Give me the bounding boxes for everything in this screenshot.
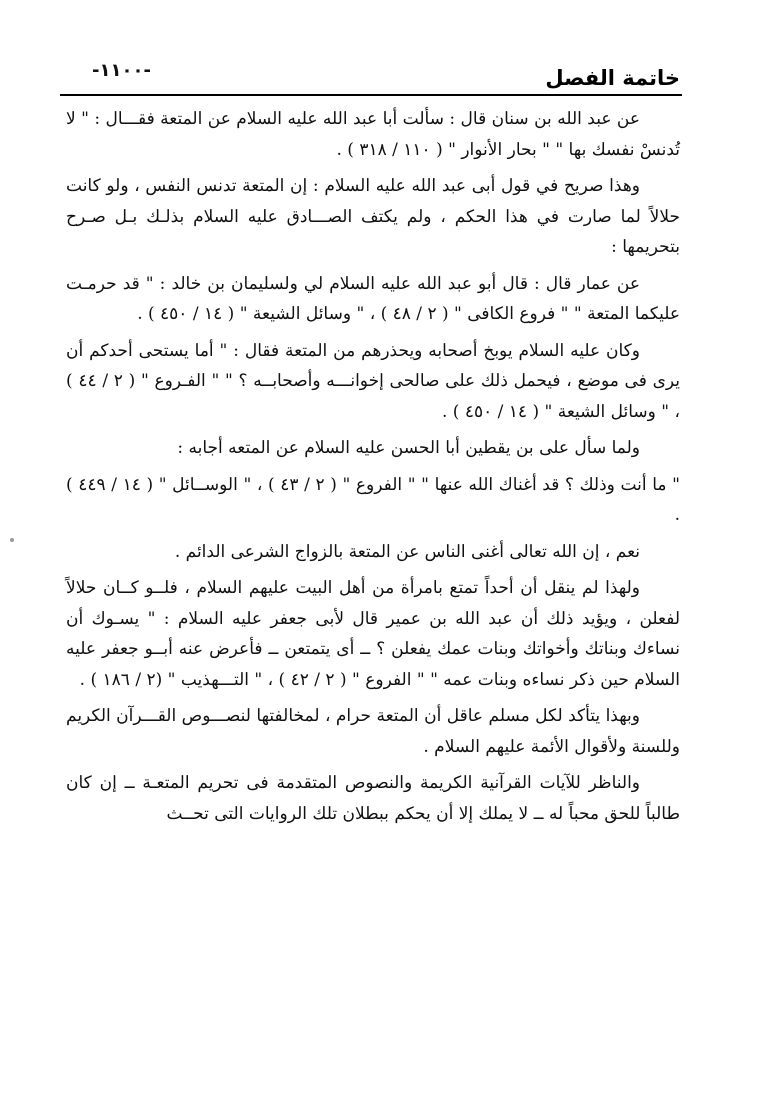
header-divider [60,94,682,96]
paragraph-10: والناظر للآيات القرآنية الكريمة والنصوص المتقدمة فى تحريم المتعـة ــ إن كان طالباً للحق محباً له ــ لا يملك إلا أن يحكم ببطلان تلك الروايات التى تحــث [66,773,680,824]
page-number: -١١٠٠- [92,60,151,81]
paragraph-3: عن عمار قال : قال أبو عبد الله عليه السلام لي ولسليمان بن خالد : " قد حرمـت عليكما المتعة " " فروع الكافى " ( ٢ / ٤٨ ) ، " وسائل الشيعة " ( ١٤ / ٤٥٠ ) . [66,273,680,324]
paragraph-8: ولهذا لم ينقل أن أحداً تمتع بامرأة من أهل البيت عليهم السلام ، فلــو كــان حلالاً لفعلن ، ويؤيد ذلك أن عبد الله بن عمير قال لأبى جعفر عليه السلام : " يسـوك أن نساءك وبناتك وأخواتك وبنات عمك يفعلن ؟ ــ أى يتمتعن ــ فأعرض عنه أبــو جعفر عليه السلام حين ذكر نساءه وبنات عمه " " الفروع " ( ٢ / ٤٢ ) ، " التـــهذيب " (٢ / ١٨٦ ) . [66,578,680,690]
paragraph-5: ولما سأل على بن يقطين أبا الحسن عليه السلام عن المتعه أجابه : [177,438,640,458]
paragraph-9: وبهذا يتأكد لكل مسلم عاقل أن المتعة حرام ، لمخالفتها لنصـــوص القـــرآن الكريم وللسنة ولأقوال الأئمة عليهم السلام . [66,706,680,757]
chapter-title: خاتمة الفصل [545,66,680,90]
page-header [60,58,682,100]
paragraph-2: وهذا صريح في قول أبى عبد الله عليه السلام : إن المتعة تدنس النفس ، ولو كانت حلالاً لما صارت في هذا الحكم ، ولم يكتف الصـــادق عليه السلام بذلـك بـل صـرح بتحريمها : [66,176,680,257]
paragraph-4: وكان عليه السلام يوبخ أصحابه ويحذرهم من المتعة فقال : " أما يستحى أحدكم أن يرى فى موضع ، فيحمل ذلك على صالحى إخوانـــه وأصحابــه ؟ " " الفـروع " ( ٢ / ٤٤ ) ، " وسائل الشيعة " ( ١٤ / ٤٥٠ ) . [66,340,680,422]
paragraph-7: نعم ، إن الله تعالى أغنى الناس عن المتعة بالزواج الشرعى الدائم . [174,541,640,562]
margin-mark [10,538,14,542]
paragraph-6: " ما أنت وذلك ؟ قد أغناك الله عنها " " الفروع " ( ٢ / ٤٣ ) ، " الوســائل " ( ١٤ / ٤٤٩ ) . [66,474,680,525]
body-text [66,104,680,835]
paragraph-1: عن عبد الله بن سنان قال : سألت أبا عبد الله عليه السلام عن المتعة فقـــال : " لا تُدنسْ نفسك بها " " بحار الأنوار " ( ١١٠ / ٣١٨ ) . [66,109,680,160]
